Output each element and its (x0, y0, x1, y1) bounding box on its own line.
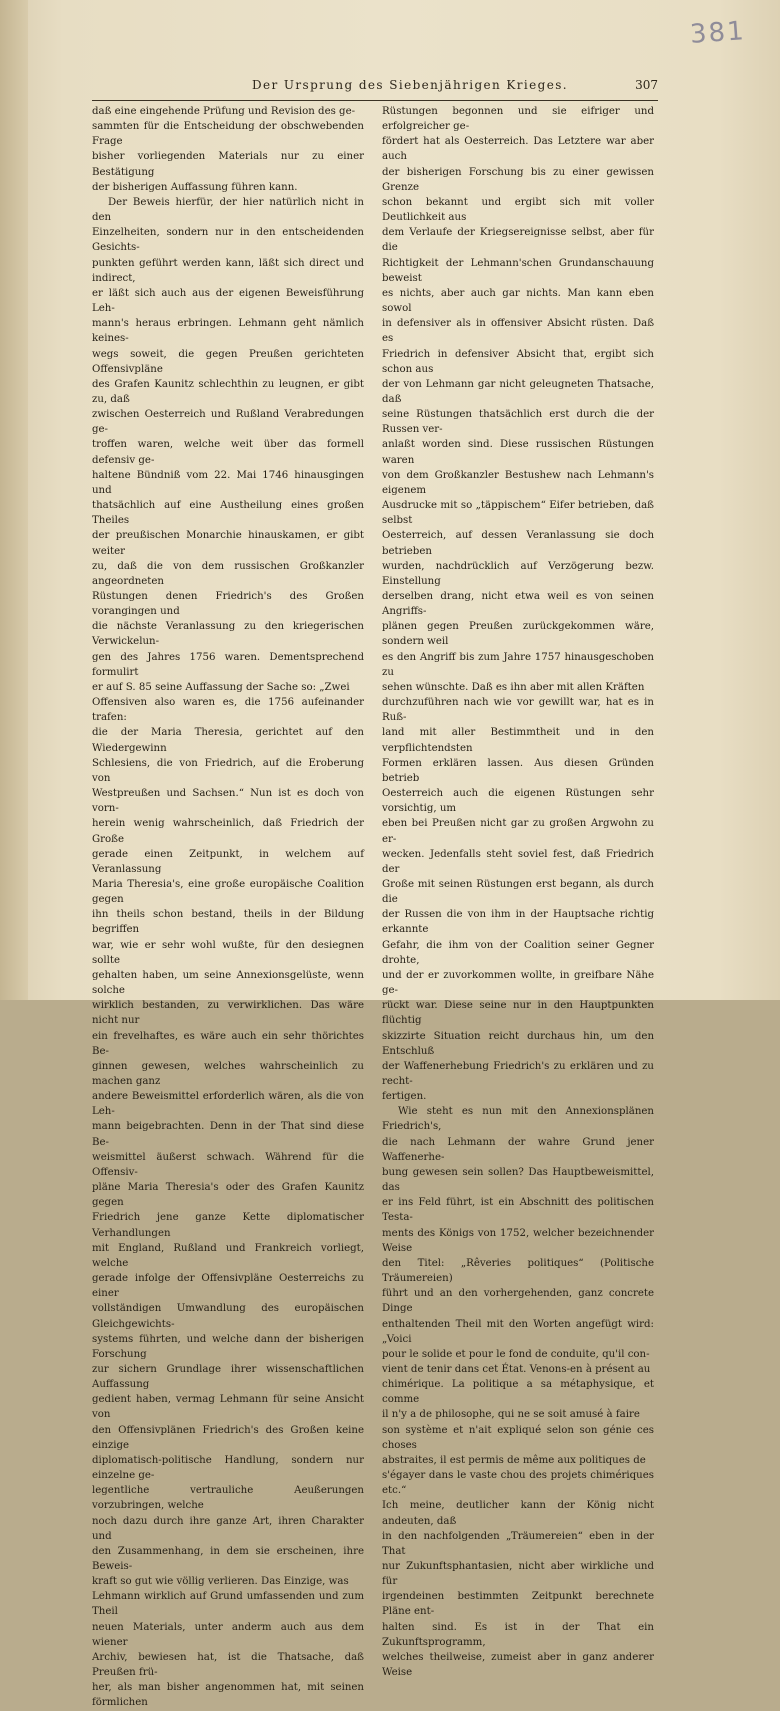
running-header (92, 78, 658, 101)
left-paragraph-2: Der Beweis hierfür, der hier natürlich nicht in den Einzelheiten, sondern nur in den entscheidenden Gesichts- punkten geführt werden kann, läßt sich direct und indirect, er läßt sich auch aus der eigenen Beweisführung Leh- mann's heraus erbringen. Lehmann geht nämlich keines- wegs soweit, die gegen Preußen gerichteten Offensivpläne des Grafen Kaunitz schlechthin zu leugnen, er gibt zu, daß zwischen Oesterreich und Rußland Verabredungen ge- troffen waren, welche weit über das formell defensiv ge- haltene Bündniß vom 22. Mai 1746 hinausgingen und thatsächlich auf eine Austheilung eines großen Theiles der preußischen Monarchie hinauskamen, er gibt weiter zu, daß die von dem russischen Großkanzler angeordneten Rüstungen denen Friedrich's des Großen vorangingen und die nächste Veranlassung zu den kriegerischen Verwickelun- gen des Jahres 1756 waren. Dementsprechend formulirt er auf S. 85 seine Auffassung der Sache so: „Zwei Offensiven also waren es, die 1756 aufeinander trafen: die der Maria Theresia, gerichtet auf den Wiedergewinn Schlesiens, die von Friedrich, auf die Eroberung von Westpreußen und Sachsen.“ Nun ist es doch von vorn- herein wenig wahrscheinlich, daß Friedrich der Große gerade einen Zeitpunkt, in welchem auf Veranlassung Maria Theresia's, eine große europäische Coalition gegen ihn theils schon bestand, theils in der Bildung begriffen war, wie er sehr wohl wußte, für den desiegnen sollte gehalten haben, um seine Annexionsgelüste, wenn solche wirklich bestanden, zu verwirklichen. Das wäre nicht nur ein frevelhaftes, es wäre auch ein sehr thörichtes Be- ginnen gewesen, welches wahrscheinlich zu machen ganz andere Beweismittel erforderlich wären, als die von Leh- mann beigebrachten. Denn in der That sind diese Be- weismittel äußerst schwach. Während für die Offensiv- pläne Maria Theresia's oder des Grafen Kaunitz gegen Friedrich jene ganze Kette diplomatischer Verhandlungen mit England, Rußland und Frankreich vorliegt, welche gerade infolge der Offensivpläne Oesterreichs zu einer vollständigen Umwandlung des europäischen Gleichgewichts- systems führten, und welche dann der bisherigen Forschung zur sichern Grundlage ihrer wissenschaftlichen Auffassung gedient haben, vermag Lehmann für seine Ansicht von den Offensivplänen Friedrich's des Großen keine einzige diplomatisch-politische Handlung, sondern nur einzelne ge- legentliche vertrauliche Aeußerungen vorzubringen, welche noch dazu durch ihre ganze Art, ihren Charakter und den Zusammenhang, in dem sie erscheinen, ihre Beweis- kraft so gut wie völlig verlieren. Das Einzige, was Lehmann wirklich auf Grund umfassenden und zum Theil neuen Materials, unter anderm auch aus dem wiener Archiv, bewiesen hat, ist die Thatsache, daß Preußen frü- her, als man bisher angenommen hat, mit seinen förmlichen (92, 196, 364, 1709)
left-paragraph-1: daß eine eingehende Prüfung und Revision des ge- sammten für die Entscheidung der obschwebenden Frage bisher vorliegenden Materials nur zu einer Bestätigung der bisherigen Auffassung führen kann. (92, 106, 364, 193)
binding-gutter (0, 0, 28, 1000)
header-title: Der Ursprung des Siebenjährigen Krieges. (252, 78, 568, 92)
right-paragraph-1: Rüstungen begonnen und sie eifriger und erfolgreicher ge- fördert hat als Oesterreich. Das Letztere war aber auch der bisherigen Forschung bis zu einer gewissen Grenze schon bekannt und ergibt sich mit voller Deutlichkeit aus dem Verlaufe der Kriegsereignisse selbst, aber für die Richtigkeit der Lehmann'schen Grundanschauung beweist es nichts, aber auch gar nichts. Man kann eben sowol in defensiver als in offensiver Absicht rüsten. Daß es Friedrich in defensiver Absicht that, ergibt sich schon aus der von Lehmann gar nicht geleugneten Thatsache, daß seine Rüstungen thatsächlich erst durch die der Russen ver- anlaßt worden sind. Diese russischen Rüstungen waren von dem Großkanzler Bestushew nach Lehmann's eigenem Ausdrucke mit so „täppischem“ Eifer betrieben, daß selbst Oesterreich, auf dessen Veranlassung sie doch betrieben wurden, nachdrücklich auf Verzögerung bezw. Einstellung derselben drang, nicht etwa weil es von seinen Angriffs- plänen gegen Preußen zurückgekommen wäre, sondern weil es den Angriff bis zum Jahre 1757 hinausgeschoben zu sehen wünschte. Daß es ihn aber mit allen Kräften durchzuführen nach wie vor gewillt war, hat es in Ruß- land mit aller Bestimmtheit und in den verpflichtendsten Formen erklären lassen. Aus diesen Gründen betrieb Oesterreich auch die eigenen Rüstungen sehr vorsichtig, um eben bei Preußen nicht gar zu großen Argwohn zu er- wecken. Jedenfalls steht soviel fest, daß Friedrich der Große mit seinen Rüstungen erst begann, als durch die der Russen die von ihm in der Hauptsache richtig erkannte Gefahr, die ihm von der Coalition seiner Gegner drohte, und der er zuvorkommen wollte, in greifbare Nähe ge- rückt war. Diese seine nur in den Hauptpunkten flüchtig skizzirte Situation reicht durchaus hin, um den Entschluß der Waffenerhebung Friedrich's zu erklären und zu recht- fertigen. (382, 106, 654, 1103)
right-column (382, 104, 654, 1680)
left-column (92, 104, 364, 1711)
right-paragraph-2: Wie steht es nun mit den Annexionsplänen Friedrich's, die nach Lehmann der wahre Grund jener Waffenerhe- bung gewesen sein sollen? Das Hauptbeweismittel, das er ins Feld führt, ist ein Abschnitt des politischen Testa- ments des Königs von 1752, welcher bezeichnender Weise den Titel: „Rêveries politiques“ (Politische Träumereien) führt und an den vorhergehenden, ganz concrete Dinge enthaltenden Theil mit den Worten angefügt wird: „Voici pour le solide et pour le fond de conduite, qu'il con- vient de tenir dans cet État. Venons-en à présent au chimérique. La politique a sa métaphysique, et comme il n'y a de philosophe, qui ne se soit amusé à faire son système et n'ait expliqué selon son génie ces choses abstraites, il est permis de même aux politiques de s'égayer dans le vaste chou des projets chimériques etc.“ Ich meine, deutlicher kann der König nicht andeuten, daß in den nachfolgenden „Träumereien“ eben in der That nur Zukunftsphantasien, nicht aber wirkliche und für irgendeinen bestimmten Zeitpunkt berechnete Pläne ent- halten sind. Es ist in der That ein Zukunftsprogramm, welches theilweise, zumeist aber in ganz anderer Weise (382, 1106, 654, 1679)
page-number: 307 (635, 78, 658, 92)
archive-page-mark: 381 (689, 16, 747, 50)
previous-page-edge (2, 160, 20, 800)
